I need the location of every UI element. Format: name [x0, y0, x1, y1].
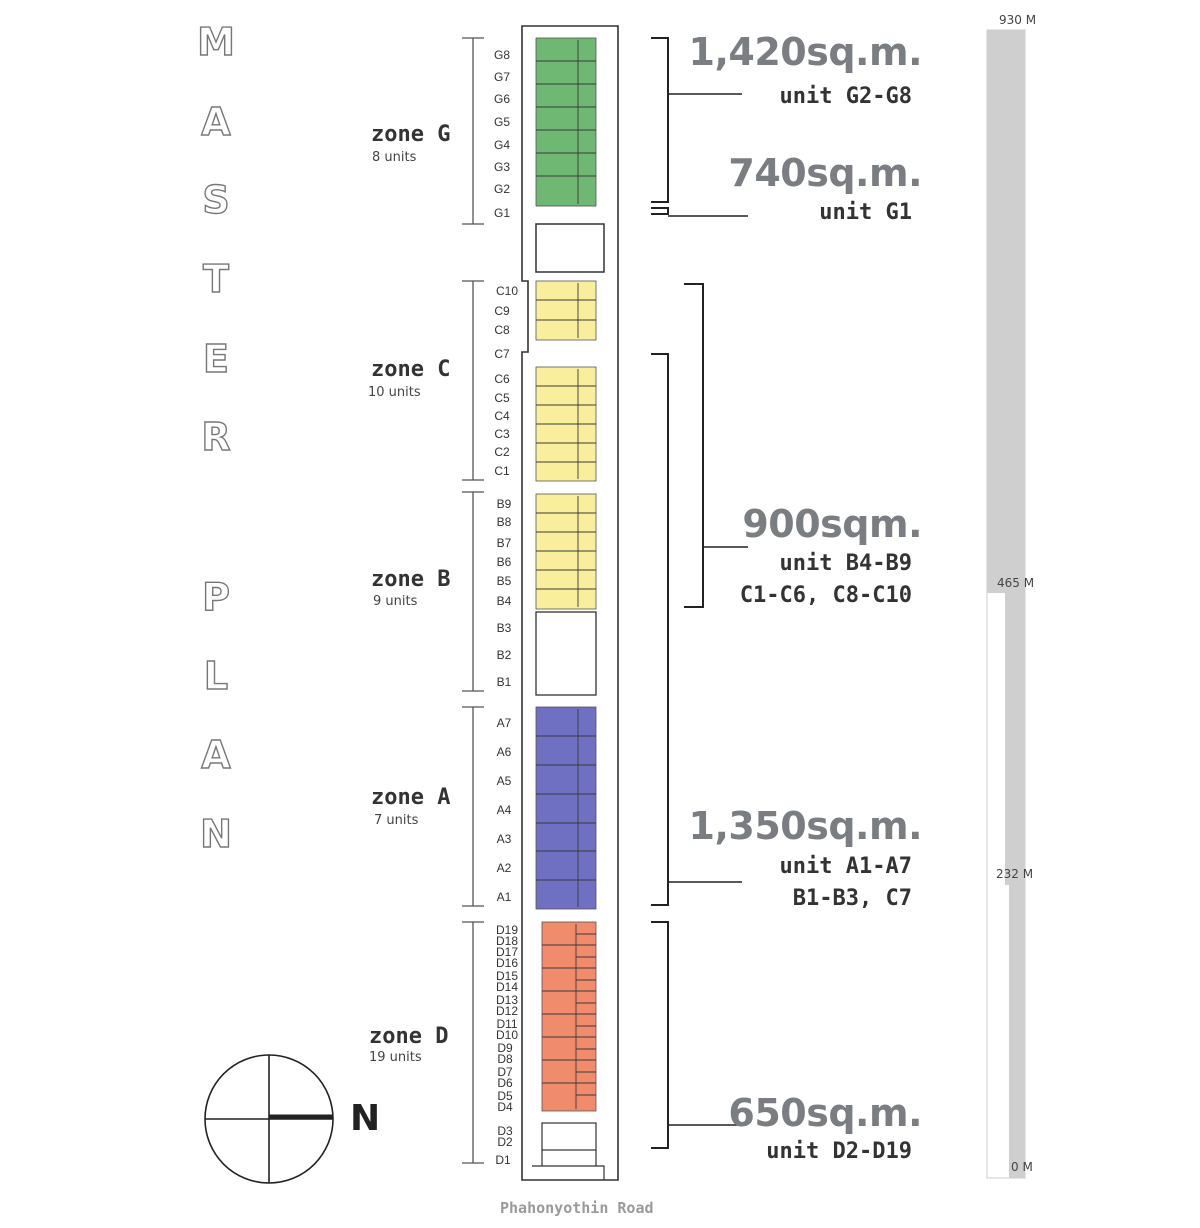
- unit-label: D2: [497, 1135, 513, 1149]
- unit-label: B2: [496, 648, 512, 662]
- title-letter: L: [203, 654, 229, 698]
- unit-label: D16: [495, 956, 518, 970]
- title-letter: A: [201, 100, 231, 144]
- unit-label: C8: [494, 323, 510, 337]
- title-letter: N: [200, 812, 232, 856]
- zone-c-bracket: [462, 281, 484, 480]
- zone-a-bracket: [462, 707, 484, 906]
- zone-g-label: zone G: [371, 122, 451, 147]
- area-units-900-line1: unit B4-B9: [779, 551, 912, 576]
- unit-label: A4: [496, 803, 512, 817]
- unit-label: D13: [495, 993, 518, 1007]
- unit-label: B7: [496, 536, 512, 550]
- unit-label: B8: [496, 515, 512, 529]
- unit-label: A1: [496, 890, 512, 904]
- bracket-650: [651, 922, 668, 1148]
- unit-label: A6: [496, 745, 512, 759]
- unit-label: B9: [496, 497, 512, 511]
- area-units-650: unit D2-D19: [766, 1139, 912, 1164]
- zone-a-block: [536, 707, 596, 909]
- zone-c-upper-block: [536, 281, 596, 340]
- unit-label: G6: [493, 92, 510, 106]
- area-size-g1: 740sq.m.: [728, 151, 922, 195]
- area-size-900: 900sqm.: [742, 502, 922, 546]
- zone-c-label: zone C: [371, 357, 451, 382]
- unit-label: A2: [496, 861, 512, 875]
- unit-label: B4: [496, 594, 512, 608]
- unit-label: C3: [494, 427, 510, 441]
- unit-label: C4: [494, 409, 510, 423]
- bracket-g1: [651, 208, 668, 214]
- unit-label: D18: [495, 934, 518, 948]
- road-label: Phahonyothin Road: [500, 1199, 654, 1217]
- unit-label: G8: [493, 48, 510, 62]
- scale-label-232: 232 M: [996, 867, 1034, 881]
- unit-label: C6: [494, 372, 510, 386]
- scale-fill-930: [987, 30, 1025, 593]
- area-units-g1: unit G1: [819, 200, 912, 225]
- title-letter: S: [202, 178, 230, 222]
- unit-label: B5: [496, 574, 512, 588]
- unit-label: D10: [495, 1028, 518, 1042]
- unit-label: C5: [494, 391, 510, 405]
- scale-label-930: 930 M: [999, 13, 1037, 27]
- unit-label: D11: [496, 1017, 518, 1031]
- zone-c-count: 10 units: [368, 385, 421, 400]
- zone-a-count: 7 units: [374, 813, 419, 828]
- area-size-g2-g8: 1,420sq.m.: [688, 30, 922, 74]
- area-units-1350-line2: B1-B3, C7: [792, 886, 912, 911]
- unit-label: D8: [497, 1052, 513, 1066]
- unit-label: B6: [496, 555, 512, 569]
- area-units-900-line2: C1-C6, C8-C10: [739, 583, 912, 608]
- unit-label: C1: [494, 464, 510, 478]
- zone-b-count: 9 units: [373, 594, 418, 609]
- height-scale-bar: [987, 30, 1025, 1178]
- unit-label: D9: [497, 1041, 513, 1055]
- unit-label: A3: [496, 832, 512, 846]
- scale-label-0: 0 M: [1011, 1160, 1033, 1174]
- scale-label-465: 465 M: [997, 576, 1035, 590]
- unit-label: G3: [493, 160, 510, 174]
- area-size-1350: 1,350sq.m.: [688, 804, 922, 848]
- unit-label: D7: [497, 1065, 513, 1079]
- zone-g-count: 8 units: [372, 150, 417, 165]
- area-size-650: 650sq.m.: [728, 1091, 922, 1135]
- zone-g-block: [536, 38, 596, 206]
- unit-label: D12: [495, 1004, 518, 1018]
- unit-label: D19: [495, 923, 518, 937]
- unit-label: G2: [493, 182, 510, 196]
- unit-label: C7: [494, 347, 510, 361]
- unit-label: G4: [493, 138, 510, 152]
- bracket-g2-g8: [651, 38, 668, 202]
- compass-rose: [205, 1055, 333, 1183]
- unit-label: B1: [496, 675, 512, 689]
- zone-b-bracket: [462, 492, 484, 691]
- zone-b-label: zone B: [371, 567, 451, 592]
- scale-fill-232: [1009, 885, 1025, 1178]
- area-units-g2-g8: unit G2-G8: [779, 84, 912, 109]
- title-letter: E: [203, 337, 229, 381]
- unit-blocks: [536, 38, 596, 1111]
- title-letter: R: [201, 415, 231, 459]
- zone-b-block: [536, 494, 596, 609]
- unit-label: D5: [497, 1089, 513, 1103]
- unit-label: D1: [495, 1153, 511, 1167]
- area-units-1350-line1: unit A1-A7: [779, 854, 912, 879]
- unit-label: D6: [497, 1076, 513, 1090]
- unit-label: G7: [493, 70, 510, 84]
- unit-label: G1: [493, 206, 510, 220]
- title-letter: P: [202, 575, 230, 619]
- zone-d-label: zone D: [369, 1024, 449, 1049]
- unit-label: D15: [495, 969, 518, 983]
- unit-label: D17: [495, 945, 518, 959]
- unit-label: C10: [495, 284, 518, 298]
- compass-north-label: N: [350, 1098, 381, 1139]
- unit-label: C9: [494, 304, 510, 318]
- scale-fill-465: [1005, 593, 1025, 885]
- title-letter: M: [197, 20, 235, 64]
- area-brackets: [651, 38, 748, 1148]
- zone-a-label: zone A: [371, 785, 451, 810]
- unit-label: B3: [496, 621, 512, 635]
- title-letter: T: [203, 257, 229, 301]
- zone-d-bracket: [462, 922, 484, 1163]
- unit-label: D4: [497, 1100, 513, 1114]
- unit-label: D3: [497, 1124, 513, 1138]
- title-letter: A: [201, 733, 231, 777]
- bracket-900: [684, 284, 703, 607]
- unit-label: D14: [495, 980, 518, 994]
- unit-label: C2: [494, 445, 510, 459]
- unit-label: G5: [493, 115, 510, 129]
- zone-d-count: 19 units: [369, 1050, 422, 1065]
- unit-label: A5: [496, 774, 512, 788]
- unit-label: A7: [496, 716, 512, 730]
- zone-range-brackets: [462, 38, 484, 1163]
- zone-g-bracket: [462, 38, 484, 224]
- bracket-1350: [651, 354, 668, 905]
